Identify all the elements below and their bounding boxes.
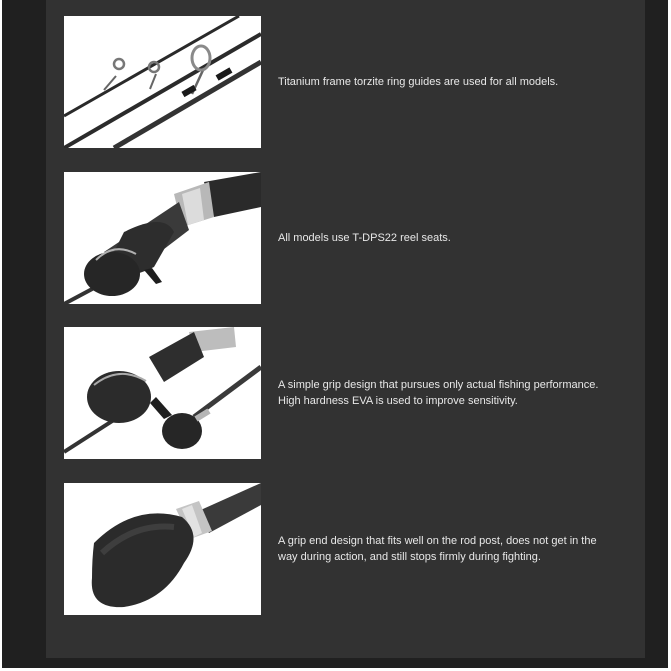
feature-item-guides [64, 16, 624, 148]
feature-text-guides: Titanium frame torzite ring guides are used for all models. [278, 76, 559, 88]
feature-item-reel-seat [64, 172, 624, 304]
rod-guides-image [64, 16, 261, 148]
feature-caption [278, 327, 618, 459]
grip-design-image [64, 327, 261, 459]
feature-caption [278, 16, 618, 148]
grip-end-image [64, 483, 261, 615]
feature-caption [278, 483, 618, 615]
feature-caption [278, 172, 618, 304]
feature-text-grip-end: A grip end design that fits well on the rod post, does not get in the way during action, and still stops firmly during fighting. [278, 535, 597, 563]
feature-item-grip-end [64, 483, 624, 615]
feature-item-grip-design [64, 327, 624, 459]
feature-text-reel-seat: All models use T-DPS22 reel seats. [278, 232, 451, 244]
reel-seat-image [64, 172, 261, 304]
feature-text-grip-design: A simple grip design that pursues only actual fishing performance. High hardness EVA is used to improve sensitivity. [278, 379, 599, 407]
feature-panel [46, 0, 645, 658]
outer-background [2, 0, 668, 668]
